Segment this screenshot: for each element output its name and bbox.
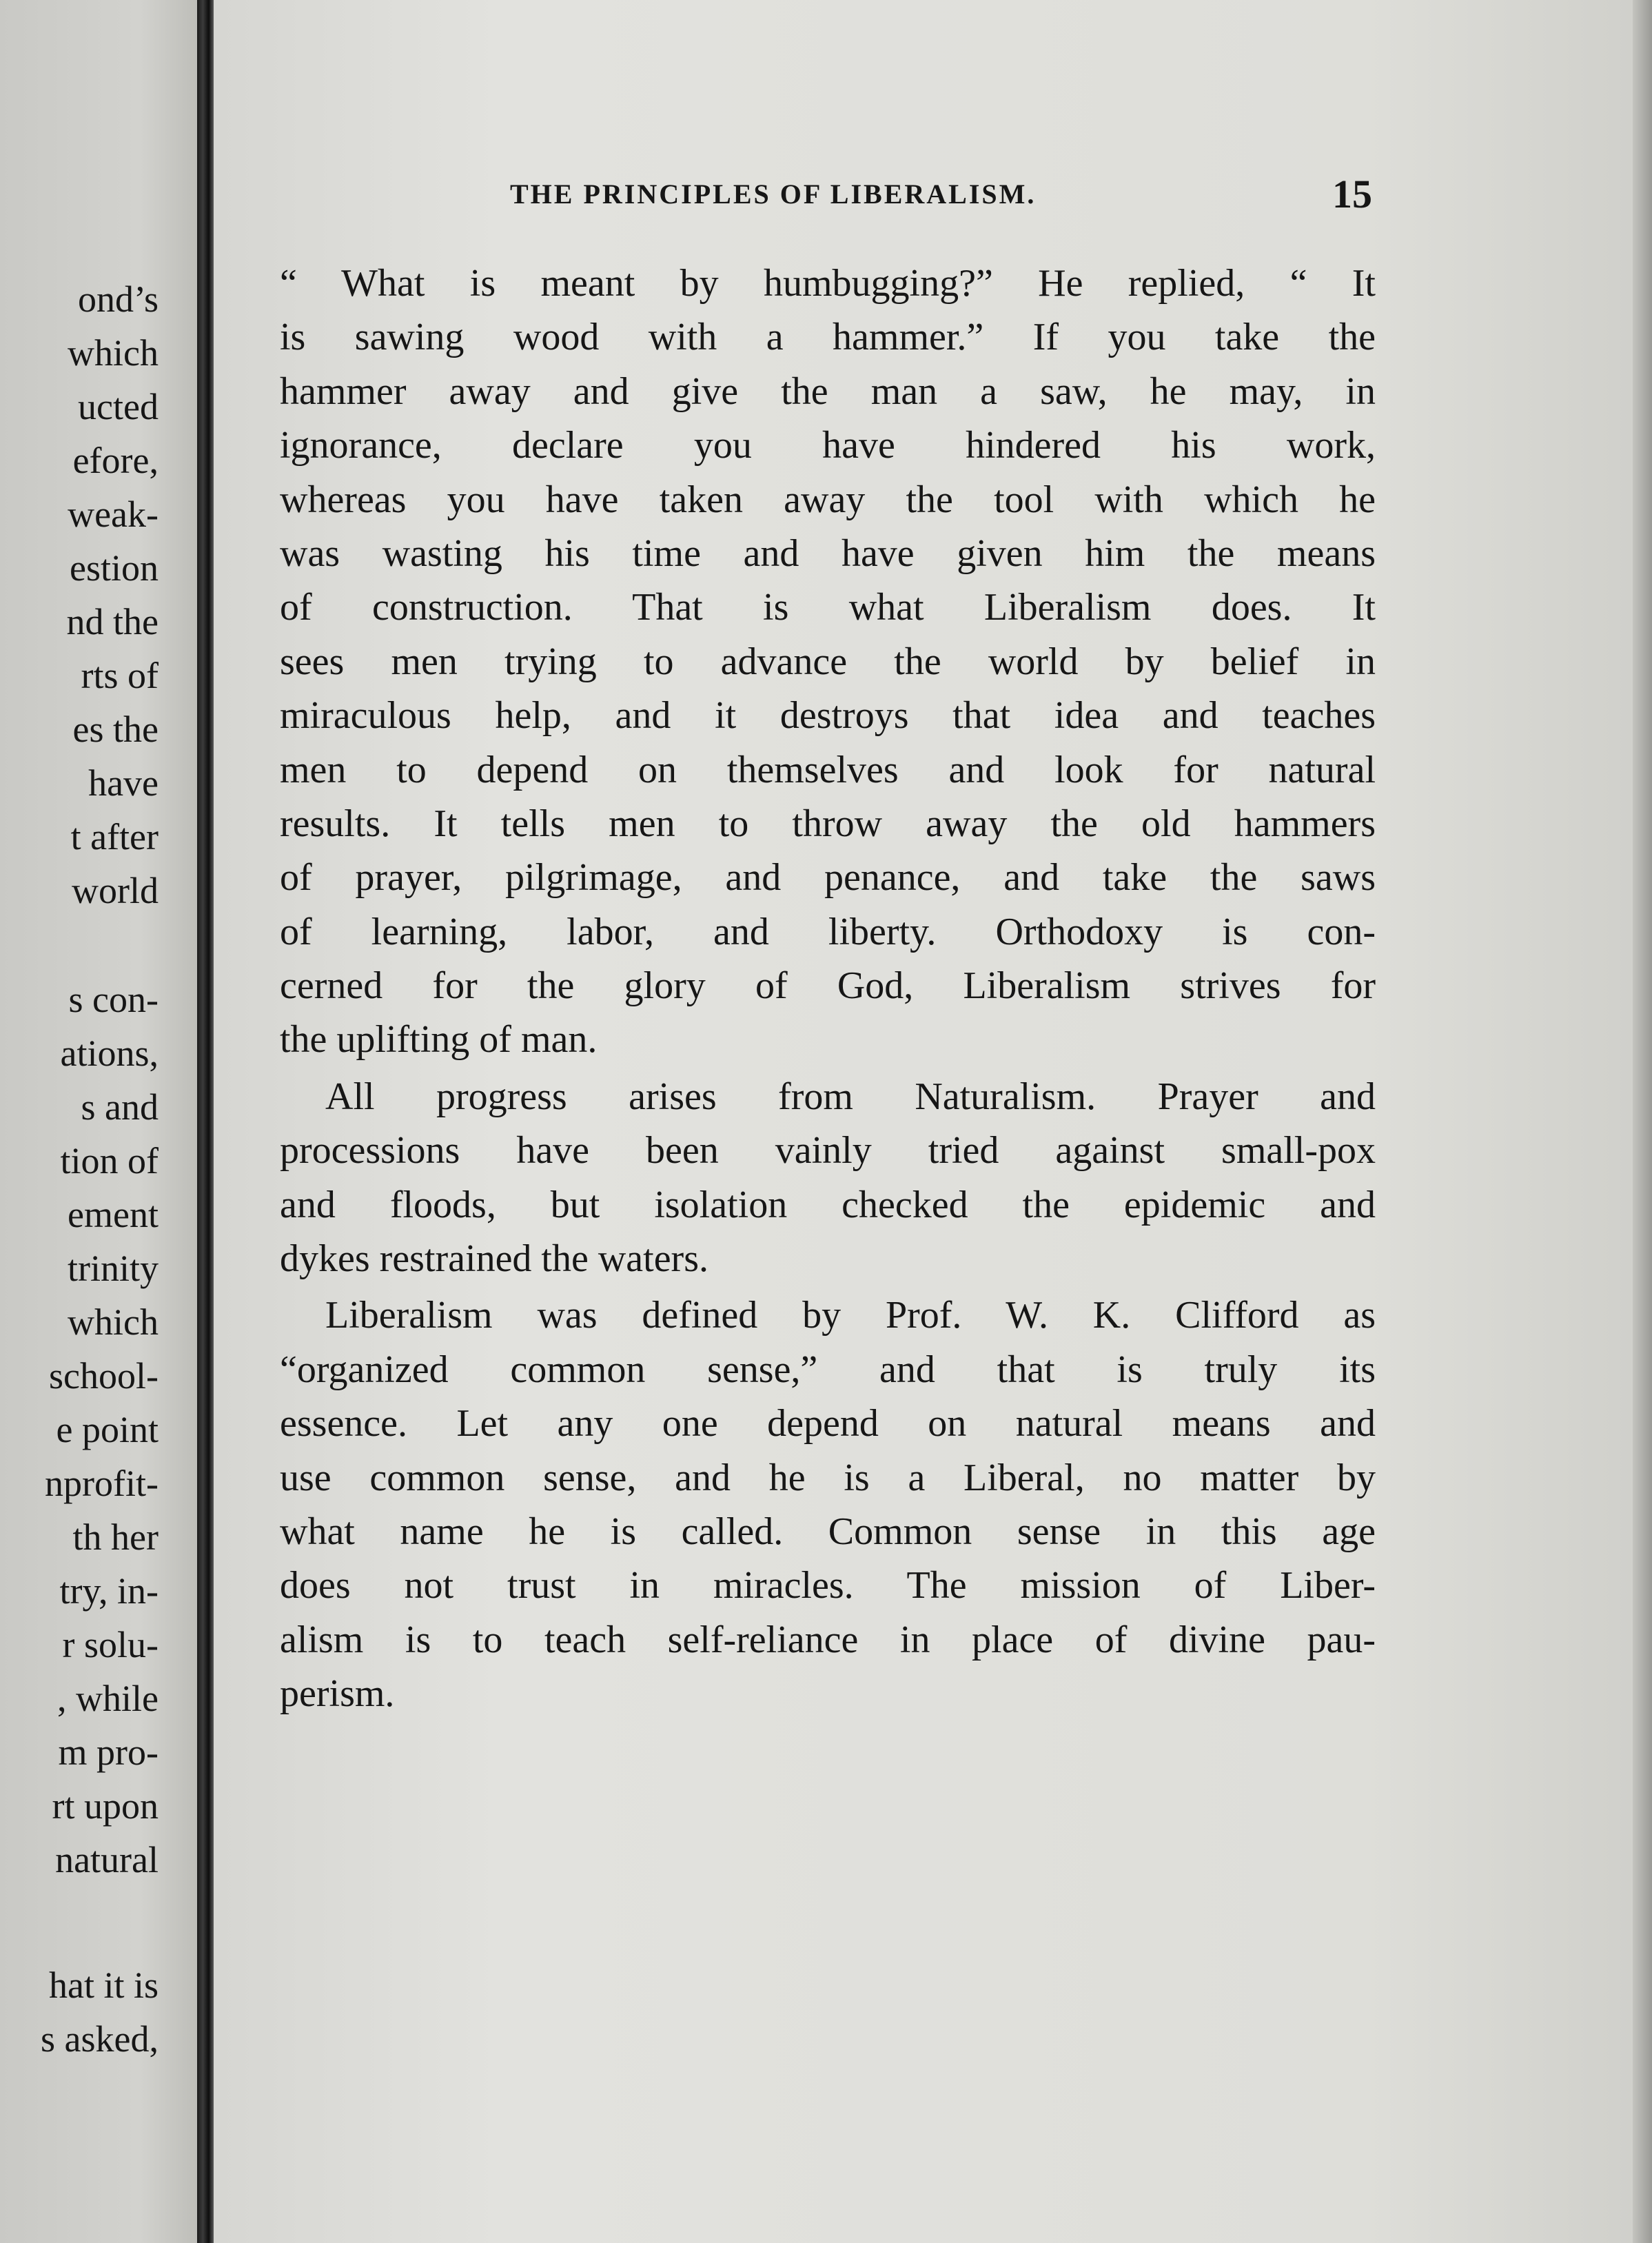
text-line: Liberalism was defined by Prof. W. K. Clifford as xyxy=(325,1294,1376,1337)
facing-page-line: try, in- xyxy=(59,1570,159,1612)
facing-page-line: rt upon xyxy=(52,1785,159,1827)
facing-page-line: es the xyxy=(72,709,159,750)
facing-page-line: ond’s xyxy=(77,278,159,320)
facing-page-line: nd the xyxy=(66,601,159,642)
text-line: is sawing wood with a hammer.” If you take the xyxy=(280,316,1376,359)
facing-page-line: natural xyxy=(55,1839,159,1880)
facing-page-line: ucted xyxy=(78,386,159,427)
text-line: whereas you have taken away the tool with which he xyxy=(280,478,1376,521)
text-line: use common sense, and he is a Liberal, no matter by xyxy=(280,1456,1376,1499)
facing-page-line: have xyxy=(88,762,159,804)
text-line: results. It tells men to throw away the old hammers xyxy=(280,802,1376,845)
running-head: THE PRINCIPLES OF LIBERALISM. xyxy=(510,179,1037,210)
page-edge xyxy=(1633,0,1652,2243)
facing-page-line: which xyxy=(68,332,159,374)
text-line: miraculous help, and it destroys that idea and teaches xyxy=(280,694,1376,738)
text-line: ignorance, declare you have hindered his work, xyxy=(280,424,1376,467)
book-gutter xyxy=(197,0,214,2243)
facing-page-line: th her xyxy=(72,1516,159,1558)
text-line: sees men trying to advance the world by belief in xyxy=(280,640,1376,683)
text-line: perism. xyxy=(280,1672,395,1716)
facing-page-line: which xyxy=(68,1301,159,1343)
facing-page-line: weak- xyxy=(68,494,159,535)
facing-page-line: rts of xyxy=(81,655,159,696)
facing-page-line: hat it is xyxy=(49,1965,159,2006)
text-line: what name he is called. Common sense in this age xyxy=(280,1510,1376,1553)
facing-page-line: m pro- xyxy=(58,1732,159,1773)
text-line: and floods, but isolation checked the epidemic and xyxy=(280,1183,1376,1226)
facing-page-line: nprofit- xyxy=(45,1463,159,1504)
facing-page-line: estion xyxy=(70,547,159,589)
paragraph xyxy=(280,1070,1376,1286)
facing-page-line: tion of xyxy=(60,1140,159,1181)
text-line: “organized common sense,” and that is truly its xyxy=(280,1348,1376,1391)
body-text xyxy=(280,256,1376,1721)
text-line: does not trust in miracles. The mission of Liber- xyxy=(280,1564,1376,1607)
facing-page xyxy=(0,0,200,2243)
facing-page-line: trinity xyxy=(68,1248,159,1289)
facing-page-line: ations, xyxy=(60,1033,159,1074)
facing-page-line: t after xyxy=(70,816,159,857)
facing-page-line: s asked, xyxy=(41,2018,159,2060)
text-line: All progress arises from Naturalism. Prayer and xyxy=(325,1075,1376,1118)
text-line: processions have been vainly tried against small-pox xyxy=(280,1129,1376,1173)
text-line: of prayer, pilgrimage, and penance, and take the saws xyxy=(280,856,1376,900)
text-line: of construction. That is what Liberalism does. It xyxy=(280,586,1376,629)
text-line: alism is to teach self-reliance in place of divine pau- xyxy=(280,1618,1376,1661)
text-line: dykes restrained the waters. xyxy=(280,1237,708,1281)
facing-page-line: school- xyxy=(49,1355,159,1397)
paragraph xyxy=(280,256,1376,1067)
text-line: essence. Let any one depend on natural means and xyxy=(280,1402,1376,1445)
text-line: cerned for the glory of God, Liberalism strives for xyxy=(280,964,1376,1008)
facing-page-line: , while xyxy=(57,1678,159,1719)
facing-page-line: efore, xyxy=(72,440,159,481)
facing-page-line: e point xyxy=(56,1409,159,1450)
page-number: 15 xyxy=(1332,172,1372,216)
text-line: hammer away and give the man a saw, he may, in xyxy=(280,369,1376,413)
facing-page-line: world xyxy=(72,870,159,911)
facing-page-line: ement xyxy=(68,1194,159,1235)
facing-page-line: s con- xyxy=(68,979,159,1020)
text-line: men to depend on themselves and look for natural xyxy=(280,748,1376,791)
text-line: of learning, labor, and liberty. Orthodoxy is con- xyxy=(280,910,1376,953)
facing-page-line: s and xyxy=(81,1086,159,1128)
text-line: the uplifting of man. xyxy=(280,1018,598,1062)
facing-page-line: r solu- xyxy=(62,1624,159,1665)
text-line: “ What is meant by humbugging?” He replied, “ It xyxy=(280,262,1376,305)
text-line: was wasting his time and have given him the means xyxy=(280,531,1376,575)
paragraph xyxy=(280,1288,1376,1721)
